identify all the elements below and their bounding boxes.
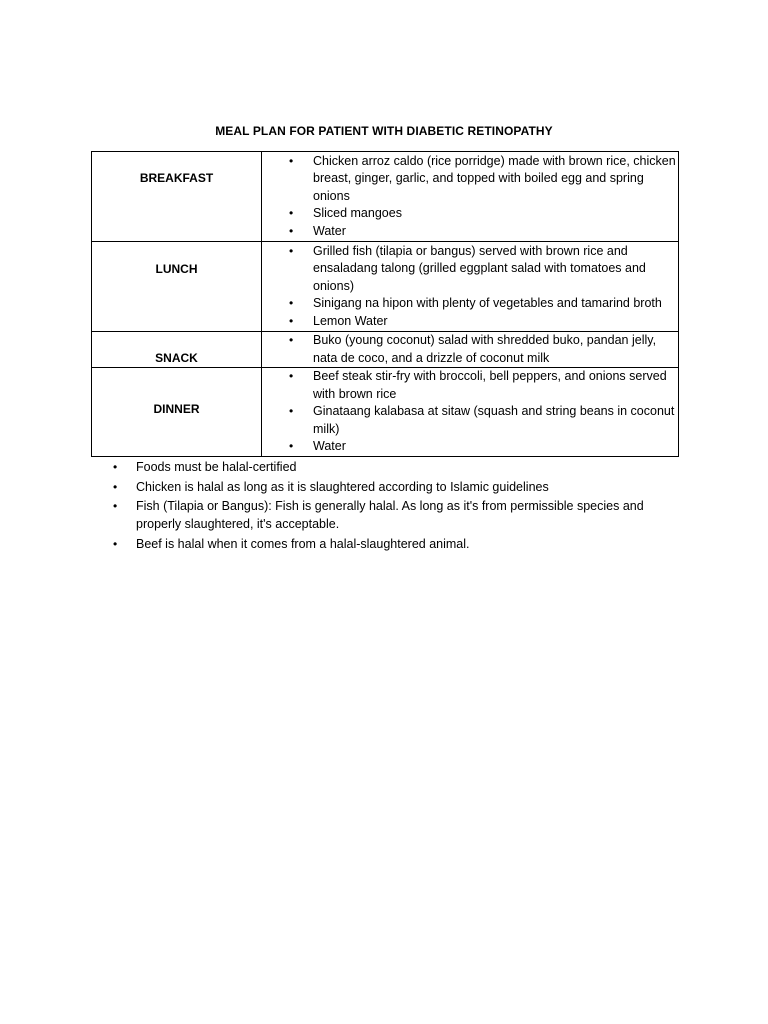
meal-label-lunch: LUNCH [92, 242, 262, 332]
meal-row-lunch [92, 242, 679, 332]
meal-label-snack: SNACK [92, 332, 262, 368]
list-item: • Sliced mangoes [313, 205, 678, 223]
dinner-list [262, 368, 678, 456]
list-item: • Chicken arroz caldo (rice porridge) made with brown rice, chicken breast, ginger, garlic, and topped with boiled egg and spring onions [313, 153, 678, 206]
list-item: • Water [313, 223, 678, 241]
list-item: • Foods must be halal-certified [136, 458, 676, 476]
list-item: • Beef is halal when it comes from a halal-slaughtered animal. [136, 535, 676, 553]
meal-items-dinner [262, 368, 679, 457]
list-item: • Water [313, 438, 678, 456]
list-item: • Chicken is halal as long as it is slaughtered according to Islamic guidelines [136, 478, 676, 496]
meal-items-snack [262, 332, 679, 368]
list-item: • Ginataang kalabasa at sitaw (squash and string beans in coconut milk) [313, 403, 678, 438]
halal-notes-list [136, 458, 676, 554]
list-item: • Fish (Tilapia or Bangus): Fish is generally halal. As long as it's from permissible species and properly slaughtered, it's acceptable. [136, 497, 676, 533]
lunch-list [262, 243, 678, 331]
meal-row-snack [92, 332, 679, 368]
meal-label-dinner: DINNER [92, 368, 262, 457]
list-item: • Buko (young coconut) salad with shredded buko, pandan jelly, nata de coco, and a drizzle of coconut milk [313, 332, 678, 367]
meal-label-breakfast: BREAKFAST [92, 152, 262, 242]
document-title: MEAL PLAN FOR PATIENT WITH DIABETIC RETINOPATHY [215, 124, 553, 138]
meal-plan-table [91, 151, 679, 457]
breakfast-list [262, 153, 678, 241]
meal-row-dinner [92, 368, 679, 457]
meal-items-lunch [262, 242, 679, 332]
list-item: • Sinigang na hipon with plenty of vegetables and tamarind broth [313, 295, 678, 313]
meal-row-breakfast [92, 152, 679, 242]
list-item: • Beef steak stir-fry with broccoli, bell peppers, and onions served with brown rice [313, 368, 678, 403]
list-item: • Grilled fish (tilapia or bangus) served with brown rice and ensaladang talong (grilled eggplant salad with tomatoes and onions) [313, 243, 678, 296]
snack-list [262, 332, 678, 367]
list-item: • Lemon Water [313, 313, 678, 331]
meal-items-breakfast [262, 152, 679, 242]
